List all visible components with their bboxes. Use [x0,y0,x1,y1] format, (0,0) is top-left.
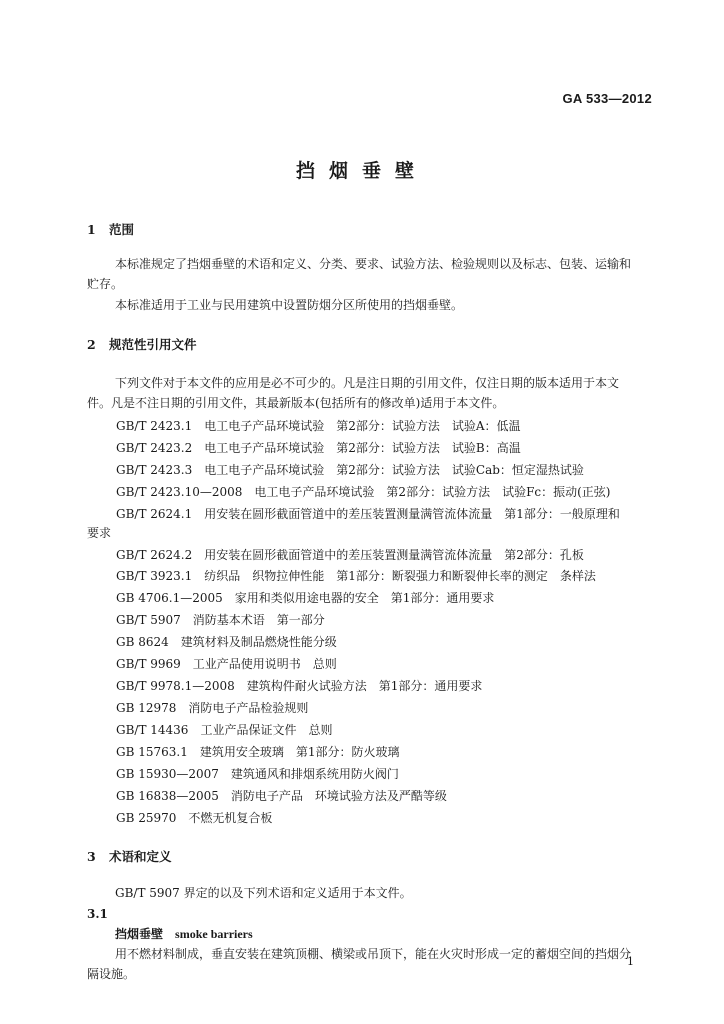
page-title: 挡烟垂壁 [295,160,428,182]
reference-item: GB 15763.1 建筑用安全玻璃 第1部分：防火玻璃 [116,745,400,759]
section-number: 2 [87,337,96,352]
section-number: 1 [87,222,96,237]
reference-item: GB/T 2624.2 用安装在圆形截面管道中的差压装置测量满管流体流量 第2部分：孔板 [116,548,584,562]
paragraph-line: 本标准适用于工业与民用建筑中设置防烟分区所使用的挡烟垂壁。 [115,298,464,312]
reference-item: GB 25970 不燃无机复合板 [116,811,273,825]
paragraph-line: GB/T 5907 界定的以及下列术语和定义适用于本文件。 [115,886,412,900]
term-chinese: 挡烟垂壁 [115,927,164,941]
term-english: smoke barriers [175,927,253,941]
section-heading-normative-references [87,335,197,353]
reference-item: GB/T 14436 工业产品保证文件 总则 [116,723,333,737]
reference-item: GB 8624 建筑材料及制品燃烧性能分级 [116,635,337,649]
reference-item: GB 15930—2007 建筑通风和排烟系统用防火阀门 [116,767,399,781]
reference-item: GB/T 9969 工业产品使用说明书 总则 [116,657,337,671]
reference-item: GB/T 9978.1—2008 建筑构件耐火试验方法 第1部分：通用要求 [116,679,483,693]
paragraph-line: 件。凡是不注日期的引用文件，其最新版本(包括所有的修改单)适用于本文件。 [87,396,505,410]
reference-item: GB 12978 消防电子产品检验规则 [116,701,309,715]
reference-item: GB/T 2423.2 电工电子产品环境试验 第2部分：试验方法 试验B：高温 [116,441,521,455]
definition-line: 用不燃材料制成，垂直安装在建筑顶棚、横梁或吊顶下，能在火灾时形成一定的蓄烟空间的挡烟分 [115,947,632,961]
clause-number: 3.1 [87,907,108,921]
reference-item: GB/T 2624.1 用安装在圆形截面管道中的差压装置测量满管流体流量 第1部分：一般原理和 [116,507,620,521]
paragraph-line: 下列文件对于本文件的应用是必不可少的。凡是注日期的引用文件，仅注日期的版本适用于本文 [115,376,620,390]
paragraph-line: 贮存。 [87,277,124,291]
section-heading-terms [87,847,172,865]
term-line [115,926,253,942]
section-number: 3 [87,849,96,864]
reference-item: GB/T 5907 消防基本术语 第一部分 [116,613,325,627]
page-number: 1 [627,955,634,968]
definition-line: 隔设施。 [87,967,136,981]
reference-item: GB 4706.1—2005 家用和类似用途电器的安全 第1部分：通用要求 [116,591,495,605]
section-title: 术语和定义 [109,849,172,864]
section-title: 规范性引用文件 [109,337,197,352]
reference-item: GB/T 2423.3 电工电子产品环境试验 第2部分：试验方法 试验Cab：恒定湿热试验 [116,463,584,477]
reference-item: GB/T 2423.1 电工电子产品环境试验 第2部分：试验方法 试验A：低温 [116,419,521,433]
reference-item: GB/T 3923.1 纺织品 织物拉伸性能 第1部分：断裂强力和断裂伸长率的测定 条样法 [116,569,596,583]
paragraph-line: 本标准规定了挡烟垂壁的术语和定义、分类、要求、试验方法、检验规则以及标志、包装、运输和 [115,257,632,271]
standard-code: GA 533—2012 [562,91,652,106]
section-title: 范围 [109,222,135,237]
reference-item-continuation: 要求 [87,526,112,540]
section-heading-scope [87,220,134,238]
reference-item: GB 16838—2005 消防电子产品 环境试验方法及严酷等级 [116,789,447,803]
reference-item: GB/T 2423.10—2008 电工电子产品环境试验 第2部分：试验方法 试验Fc：振动(正弦) [116,485,611,499]
